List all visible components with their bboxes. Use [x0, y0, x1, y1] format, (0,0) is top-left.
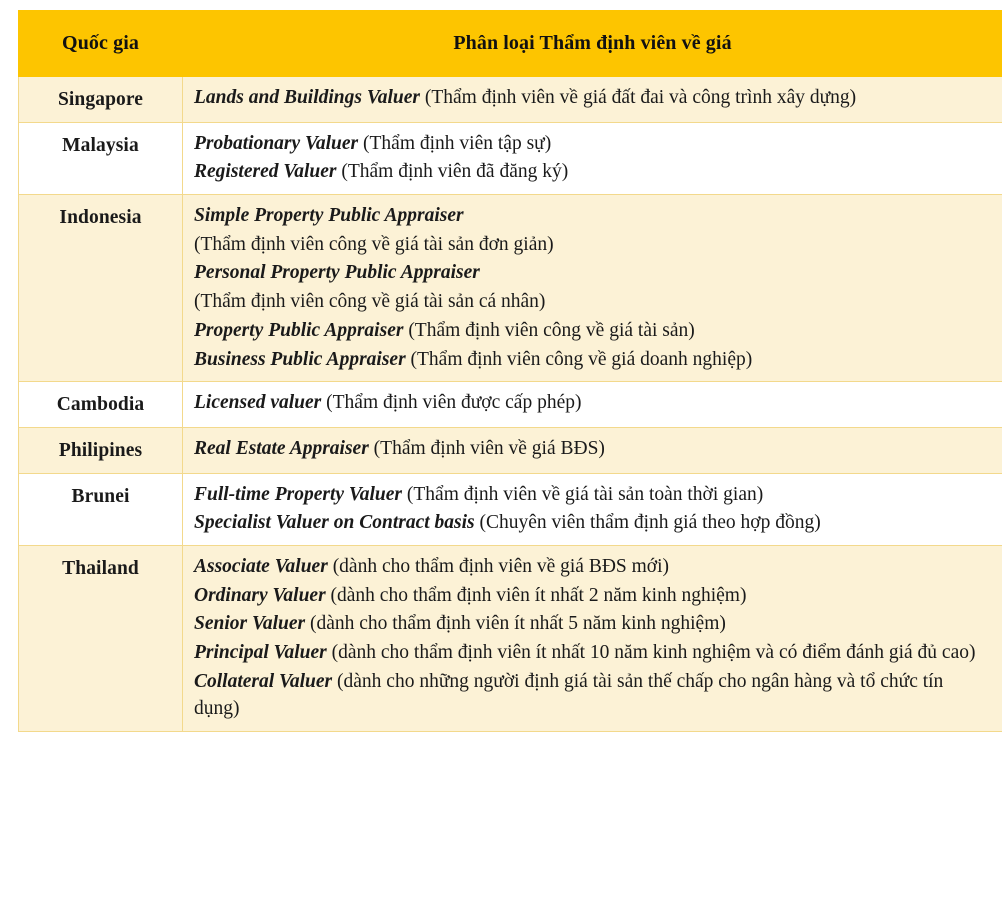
valuer-gloss: (Thẩm định viên về giá tài sản toàn thời gian): [402, 484, 763, 505]
cell-classification: [183, 195, 1002, 382]
column-header-country: Quốc gia: [19, 11, 183, 77]
valuer-gloss: (Thẩm định viên công về giá tài sản đơn giản): [194, 234, 554, 255]
valuer-gloss: (Thẩm định viên công về giá doanh nghiệp): [406, 349, 753, 370]
valuer-term: Specialist Valuer on Contract basis: [194, 512, 475, 533]
column-header-classification: Phân loại Thẩm định viên về giá: [183, 11, 1002, 77]
valuer-gloss: (Chuyên viên thẩm định giá theo hợp đồng): [475, 512, 821, 533]
valuer-gloss: (Thẩm định viên đã đăng ký): [336, 161, 568, 182]
valuer-term: Associate Valuer: [194, 556, 328, 577]
valuer-term: Collateral Valuer: [194, 671, 332, 692]
valuer-term: Registered Valuer: [194, 161, 336, 182]
classification-entry: [194, 389, 992, 417]
valuer-term: Ordinary Valuer: [194, 585, 326, 606]
valuer-gloss: (dành cho thẩm định viên ít nhất 10 năm kinh nghiệm và có điểm đánh giá đủ cao): [327, 642, 976, 663]
valuer-term: Simple Property Public Appraiser: [194, 205, 464, 226]
classification-entry: [194, 509, 992, 537]
valuer-term: Senior Valuer: [194, 613, 305, 634]
table-body: [19, 77, 1002, 732]
cell-classification: [183, 122, 1002, 194]
valuer-term: Full-time Property Valuer: [194, 484, 402, 505]
valuer-term: Lands and Buildings Valuer: [194, 87, 420, 108]
valuer-term: Real Estate Appraiser: [194, 438, 369, 459]
cell-country: Thailand: [19, 545, 183, 731]
classification-entry: [194, 481, 992, 509]
valuer-term: Property Public Appraiser: [194, 320, 403, 341]
classification-entry: [194, 553, 992, 581]
valuer-term: Probationary Valuer: [194, 133, 358, 154]
cell-country: Brunei: [19, 473, 183, 545]
valuer-gloss: (dành cho những người định giá tài sản thế chấp cho ngân hàng và tổ chức tín dụng): [194, 671, 943, 720]
table-header: [19, 11, 1002, 77]
classification-entry: [194, 639, 992, 667]
valuer-gloss: (Thẩm định viên công về giá tài sản cá nhân): [194, 291, 545, 312]
valuer-gloss: (dành cho thẩm định viên ít nhất 2 năm kinh nghiệm): [326, 585, 747, 606]
valuer-gloss: (Thẩm định viên được cấp phép): [321, 392, 581, 413]
classification-entry: [194, 610, 992, 638]
classification-entry: [194, 435, 992, 463]
cell-country: Cambodia: [19, 382, 183, 428]
cell-classification: [183, 473, 1002, 545]
classification-entry: [194, 668, 992, 723]
table-row: [19, 122, 1002, 194]
classification-entry: [194, 259, 992, 287]
classification-entry: [194, 582, 992, 610]
table-row: [19, 545, 1002, 731]
valuer-gloss: (Thẩm định viên về giá đất đai và công trình xây dựng): [420, 87, 856, 108]
valuer-term: Principal Valuer: [194, 642, 327, 663]
classification-entry: [194, 317, 992, 345]
table-row: [19, 473, 1002, 545]
cell-country: Philipines: [19, 427, 183, 473]
valuer-gloss: (Thẩm định viên tập sự): [358, 133, 551, 154]
classification-entry: [194, 130, 992, 158]
classification-entry: [194, 288, 992, 316]
cell-classification: [183, 382, 1002, 428]
classification-entry: [194, 346, 992, 374]
valuer-classification-table: [18, 10, 1002, 732]
cell-country: Malaysia: [19, 122, 183, 194]
valuer-gloss: (Thẩm định viên công về giá tài sản): [403, 320, 694, 341]
valuer-term: Licensed valuer: [194, 392, 321, 413]
table-row: [19, 77, 1002, 123]
valuer-gloss: (dành cho thẩm định viên về giá BĐS mới): [328, 556, 669, 577]
valuer-term: Personal Property Public Appraiser: [194, 262, 480, 283]
valuer-gloss: (dành cho thẩm định viên ít nhất 5 năm kinh nghiệm): [305, 613, 726, 634]
valuer-term: Business Public Appraiser: [194, 349, 406, 370]
table-sheet: [0, 10, 1002, 901]
cell-classification: [183, 427, 1002, 473]
cell-country: Singapore: [19, 77, 183, 123]
classification-entry: [194, 231, 992, 259]
header-row: [19, 11, 1002, 77]
table-row: [19, 382, 1002, 428]
table-row: [19, 427, 1002, 473]
classification-entry: [194, 158, 992, 186]
cell-classification: [183, 545, 1002, 731]
classification-entry: [194, 202, 992, 230]
classification-entry: [194, 84, 992, 112]
cell-classification: [183, 77, 1002, 123]
cell-country: Indonesia: [19, 195, 183, 382]
table-row: [19, 195, 1002, 382]
valuer-gloss: (Thẩm định viên về giá BĐS): [369, 438, 605, 459]
